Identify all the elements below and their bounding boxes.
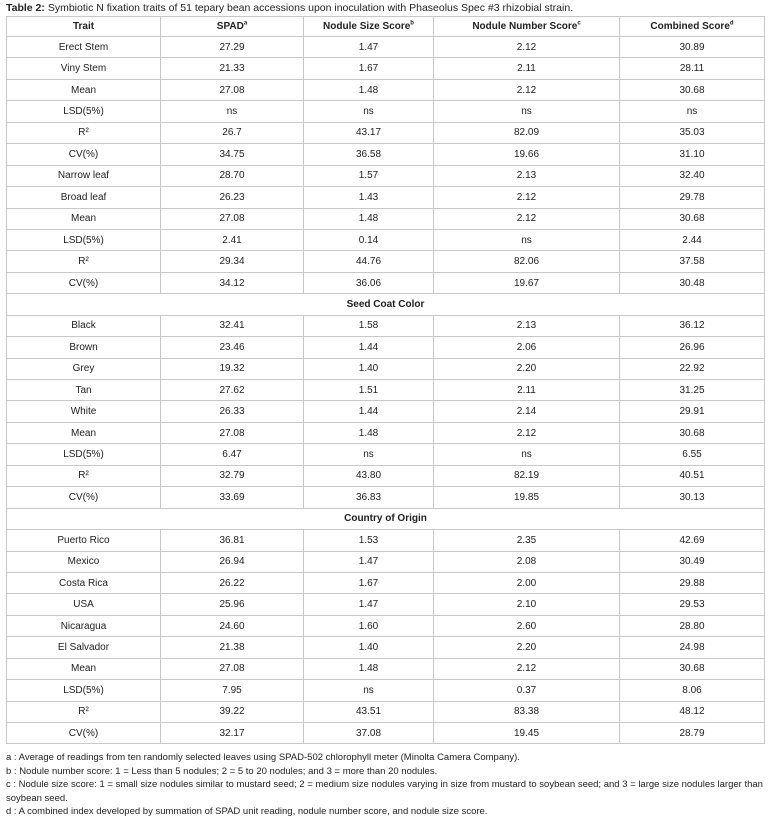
table-cell: Grey — [7, 358, 161, 379]
table-cell: 2.12 — [434, 658, 620, 679]
table-row — [7, 465, 765, 486]
table-cell: 19.45 — [434, 723, 620, 744]
table-cell: Viny Stem — [7, 58, 161, 79]
table-row — [7, 615, 765, 636]
table-cell: 2.20 — [434, 637, 620, 658]
table-row — [7, 208, 765, 229]
table-cell: 1.67 — [304, 58, 434, 79]
table-cell: 30.68 — [620, 208, 765, 229]
table-cell: Mexico — [7, 551, 161, 572]
table-cell: 2.35 — [434, 530, 620, 551]
table-cell: 21.38 — [161, 637, 304, 658]
table-row — [7, 37, 765, 58]
table-cell: 27.62 — [161, 380, 304, 401]
table-cell: 36.83 — [304, 487, 434, 508]
table-row — [7, 79, 765, 100]
table-row — [7, 380, 765, 401]
table-cell: ns — [304, 680, 434, 701]
caption-text: Symbiotic N fixation traits of 51 tepary bean accessions upon inoculation with Phaseolus Spec #3 rhizobial strain. — [44, 2, 574, 14]
table-row — [7, 401, 765, 422]
table-cell: 1.51 — [304, 380, 434, 401]
table-row — [7, 251, 765, 272]
table-cell: 30.68 — [620, 422, 765, 443]
footnote: c : Nodule size score: 1 = small size nodules similar to mustard seed; 2 = medium size nodules varying in size from mustard to soybean seed; and 3 = large size nodules larger than soybean seed. — [6, 779, 763, 804]
table-cell: 0.37 — [434, 680, 620, 701]
table-cell: LSD(5%) — [7, 229, 161, 250]
table-cell: 31.25 — [620, 380, 765, 401]
table-cell: 34.12 — [161, 272, 304, 293]
table-cell: Mean — [7, 208, 161, 229]
table-cell: Broad leaf — [7, 187, 161, 208]
table-cell: R² — [7, 122, 161, 143]
table-cell: 29.91 — [620, 401, 765, 422]
section-heading: Country of Origin — [7, 508, 765, 529]
section-heading: Seed Coat Color — [7, 294, 765, 315]
table-cell: 29.34 — [161, 251, 304, 272]
table-row — [7, 272, 765, 293]
table-body — [7, 37, 765, 744]
footnote: a : Average of readings from ten randomly selected leaves using SPAD-502 chlorophyll meter (Minolta Camera Company). — [6, 752, 520, 763]
table-cell: 23.46 — [161, 337, 304, 358]
table-cell: 1.53 — [304, 530, 434, 551]
table-cell: 26.96 — [620, 337, 765, 358]
table-cell: 1.48 — [304, 79, 434, 100]
table-cell: 2.13 — [434, 165, 620, 186]
footnotes — [6, 751, 771, 819]
table-cell: CV(%) — [7, 487, 161, 508]
table-cell: 1.40 — [304, 637, 434, 658]
table-cell: CV(%) — [7, 144, 161, 165]
table-cell: 2.60 — [434, 615, 620, 636]
table-row — [7, 594, 765, 615]
table-cell: 37.08 — [304, 723, 434, 744]
table-cell: 36.12 — [620, 315, 765, 336]
table-cell: 27.08 — [161, 79, 304, 100]
table-cell: 48.12 — [620, 701, 765, 722]
table-cell: 1.48 — [304, 422, 434, 443]
table-cell: 7.95 — [161, 680, 304, 701]
table-row — [7, 165, 765, 186]
table-cell: 0.14 — [304, 229, 434, 250]
table-cell: ns — [161, 101, 304, 122]
table-row — [7, 530, 765, 551]
table-cell: 22.92 — [620, 358, 765, 379]
table-row — [7, 637, 765, 658]
caption-label: Table 2: — [6, 2, 45, 14]
table-cell: 26.33 — [161, 401, 304, 422]
table-cell: 26.22 — [161, 572, 304, 593]
table-cell: 82.06 — [434, 251, 620, 272]
table-cell: 2.11 — [434, 380, 620, 401]
table-row — [7, 358, 765, 379]
table-cell: 30.68 — [620, 79, 765, 100]
table-cell: 29.53 — [620, 594, 765, 615]
table-cell: 28.80 — [620, 615, 765, 636]
table-row — [7, 487, 765, 508]
table-cell: ns — [434, 229, 620, 250]
col-header-combined: Combined Score$^d$ — [620, 17, 765, 37]
table-cell: 29.88 — [620, 572, 765, 593]
table-cell: 1.48 — [304, 658, 434, 679]
table-cell: 1.60 — [304, 615, 434, 636]
table-cell: 21.33 — [161, 58, 304, 79]
table-cell: 1.47 — [304, 551, 434, 572]
table-cell: 27.08 — [161, 422, 304, 443]
table-cell: 28.11 — [620, 58, 765, 79]
table-cell: 1.43 — [304, 187, 434, 208]
table-cell: R² — [7, 251, 161, 272]
table-cell: ns — [620, 101, 765, 122]
table-cell: 1.40 — [304, 358, 434, 379]
table-cell: Mean — [7, 422, 161, 443]
table-cell: LSD(5%) — [7, 101, 161, 122]
table-cell: 2.12 — [434, 79, 620, 100]
table-cell: 6.55 — [620, 444, 765, 465]
table-cell: 82.19 — [434, 465, 620, 486]
table-cell: 30.68 — [620, 658, 765, 679]
col-header-spad: SPAD$^a$ — [161, 17, 304, 37]
table-cell: 2.12 — [434, 208, 620, 229]
table-cell: 24.98 — [620, 637, 765, 658]
table-cell: 26.23 — [161, 187, 304, 208]
section-row — [7, 294, 765, 315]
section-row — [7, 508, 765, 529]
table-cell: 26.7 — [161, 122, 304, 143]
table-row — [7, 144, 765, 165]
table-cell: 30.48 — [620, 272, 765, 293]
table-cell: 28.79 — [620, 723, 765, 744]
table-row — [7, 229, 765, 250]
table-cell: 8.06 — [620, 680, 765, 701]
table-cell: 35.03 — [620, 122, 765, 143]
table-cell: Brown — [7, 337, 161, 358]
table-caption — [6, 2, 776, 15]
col-header-nodule-number: Nodule Number Score$^c$ — [434, 17, 620, 37]
table-row — [7, 315, 765, 336]
table-cell: 6.47 — [161, 444, 304, 465]
table-cell: 2.12 — [434, 37, 620, 58]
footnote: d : A combined index developed by summation of SPAD unit reading, nodule number score, and nodule size score. — [6, 806, 488, 818]
table-cell: ns — [434, 444, 620, 465]
table-cell: 2.13 — [434, 315, 620, 336]
table-cell: El Salvador — [7, 637, 161, 658]
table-cell: Nicaragua — [7, 615, 161, 636]
footnote: b : Nodule number score: 1 = Less than 5 nodules; 2 = 5 to 20 nodules; and 3 = more than 20 nodules. — [6, 765, 438, 777]
table-cell: White — [7, 401, 161, 422]
table-cell: 44.76 — [304, 251, 434, 272]
table-row — [7, 444, 765, 465]
table-cell: 34.75 — [161, 144, 304, 165]
table-cell: 2.12 — [434, 187, 620, 208]
table-cell: 2.11 — [434, 58, 620, 79]
table-cell: 2.06 — [434, 337, 620, 358]
traits-table — [6, 16, 765, 744]
table-cell: R² — [7, 701, 161, 722]
table-cell: Black — [7, 315, 161, 336]
table-cell: 40.51 — [620, 465, 765, 486]
table-row — [7, 337, 765, 358]
table-cell: 24.60 — [161, 615, 304, 636]
table-cell: 25.96 — [161, 594, 304, 615]
table-cell: 27.08 — [161, 208, 304, 229]
table-cell: 1.47 — [304, 37, 434, 58]
table-cell: 2.00 — [434, 572, 620, 593]
table-cell: 30.13 — [620, 487, 765, 508]
table-cell: 1.44 — [304, 401, 434, 422]
table-cell: 2.41 — [161, 229, 304, 250]
table-cell: R² — [7, 465, 161, 486]
table-cell: 30.49 — [620, 551, 765, 572]
table-row — [7, 723, 765, 744]
table-cell: 33.69 — [161, 487, 304, 508]
table-cell: 19.85 — [434, 487, 620, 508]
table-cell: 1.48 — [304, 208, 434, 229]
table-cell: 32.79 — [161, 465, 304, 486]
table-cell: 2.44 — [620, 229, 765, 250]
table-cell: 30.89 — [620, 37, 765, 58]
header-row — [7, 17, 765, 37]
table-cell: LSD(5%) — [7, 680, 161, 701]
table-cell: 27.08 — [161, 658, 304, 679]
table-cell: 36.06 — [304, 272, 434, 293]
table-cell: 32.40 — [620, 165, 765, 186]
col-header-trait: Trait — [7, 17, 161, 37]
table-cell: 42.69 — [620, 530, 765, 551]
table-cell: 2.10 — [434, 594, 620, 615]
table-cell: 19.32 — [161, 358, 304, 379]
table-cell: Mean — [7, 658, 161, 679]
table-row — [7, 122, 765, 143]
table-cell: ns — [434, 101, 620, 122]
table-row — [7, 422, 765, 443]
table-cell: 28.70 — [161, 165, 304, 186]
table-row — [7, 187, 765, 208]
table-cell: Tan — [7, 380, 161, 401]
table-row — [7, 572, 765, 593]
table-cell: 43.51 — [304, 701, 434, 722]
table-cell: 1.67 — [304, 572, 434, 593]
table-cell: 1.44 — [304, 337, 434, 358]
table-cell: 36.81 — [161, 530, 304, 551]
table-cell: Narrow leaf — [7, 165, 161, 186]
table-cell: USA — [7, 594, 161, 615]
table-cell: CV(%) — [7, 272, 161, 293]
table-cell: 2.08 — [434, 551, 620, 572]
table-cell: 19.66 — [434, 144, 620, 165]
table-cell: 39.22 — [161, 701, 304, 722]
table-row — [7, 58, 765, 79]
table-cell: 2.14 — [434, 401, 620, 422]
table-cell: CV(%) — [7, 723, 161, 744]
table-row — [7, 551, 765, 572]
table-cell: 43.17 — [304, 122, 434, 143]
table-row — [7, 680, 765, 701]
table-cell: 32.17 — [161, 723, 304, 744]
table-cell: 29.78 — [620, 187, 765, 208]
table-cell: Mean — [7, 79, 161, 100]
table-cell: 19.67 — [434, 272, 620, 293]
table-cell: ns — [304, 101, 434, 122]
table-cell: 36.58 — [304, 144, 434, 165]
table-cell: 82.09 — [434, 122, 620, 143]
col-header-nodule-size: Nodule Size Score$^b$ — [304, 17, 434, 37]
table-cell: ns — [304, 444, 434, 465]
table-cell: 83.38 — [434, 701, 620, 722]
table-cell: 1.57 — [304, 165, 434, 186]
table-row — [7, 101, 765, 122]
table-row — [7, 701, 765, 722]
table-cell: 1.58 — [304, 315, 434, 336]
table-cell: 31.10 — [620, 144, 765, 165]
table-cell: Erect Stem — [7, 37, 161, 58]
table-row — [7, 658, 765, 679]
table-cell: 32.41 — [161, 315, 304, 336]
table-cell: LSD(5%) — [7, 444, 161, 465]
table-cell: 26.94 — [161, 551, 304, 572]
table-cell: 1.47 — [304, 594, 434, 615]
table-cell: 2.12 — [434, 422, 620, 443]
table-cell: 43.80 — [304, 465, 434, 486]
table-cell: 37.58 — [620, 251, 765, 272]
table-cell: Puerto Rico — [7, 530, 161, 551]
table-cell: 2.20 — [434, 358, 620, 379]
table-cell: 27.29 — [161, 37, 304, 58]
table-cell: Costa Rica — [7, 572, 161, 593]
